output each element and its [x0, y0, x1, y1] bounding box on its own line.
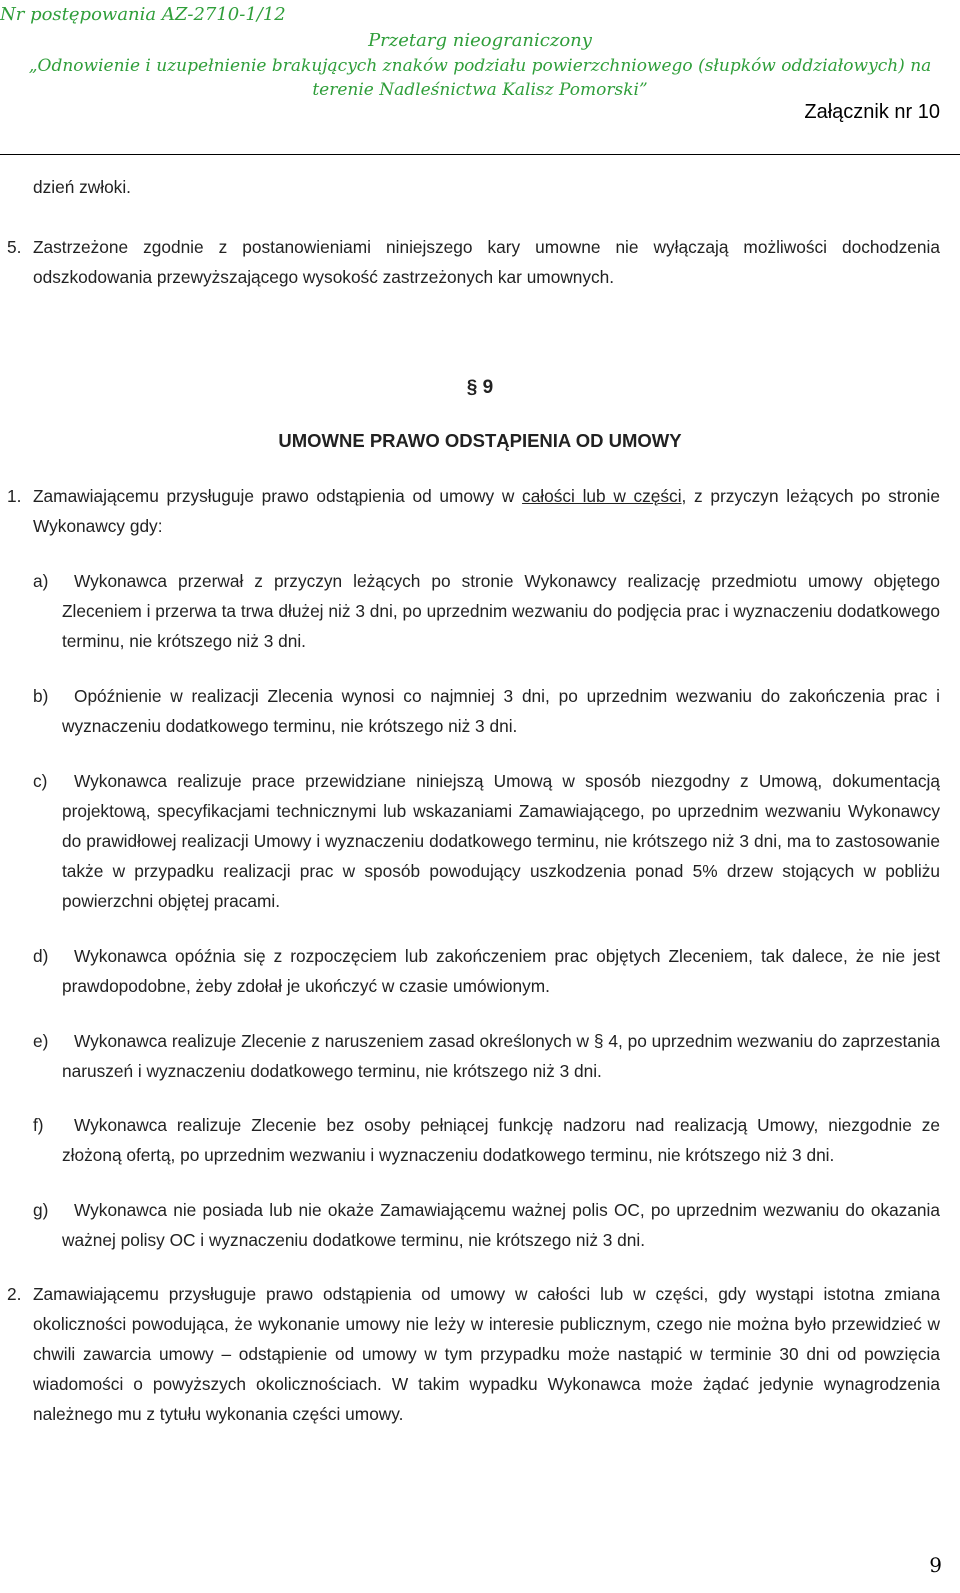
continuation-text: dzień zwłoki. — [33, 177, 131, 197]
case-number: Nr postępowania AZ-2710-1/12 — [0, 4, 286, 25]
item-letter-c: c) — [33, 771, 48, 791]
item-text-g: Wykonawca nie posiada lub nie okaże Zamawiającemu ważnej polis OC, po uprzednim wezwaniu do okazania ważnej polisy OC i wyznaczeniu dodatkowe terminu, nie krótszego niż 3 dni. — [62, 1200, 940, 1250]
clause-1-number: 1. — [7, 486, 22, 506]
clause-1-text-after: , z przyczyn leżących po stronie Wykonawcy gdy: — [33, 486, 940, 536]
item-5-text: Zastrzeżone zgodnie z postanowieniami niniejszego kary umowne nie wyłączają możliwości dochodzenia odszkodowania przewyższającego wysokość zastrzeżonych kar umownych. — [33, 237, 940, 287]
subject-line-2: terenie Nadleśnictwa Kalisz Pomorski” — [312, 80, 648, 100]
item-text-a: Wykonawca przerwał z przyczyn leżących po stronie Wykonawcy realizację przedmiotu umowy objętego Zleceniem i przerwa ta trwa dłużej niż 3 dni, po uprzednim wezwaniu do podjęcia prac i wyznaczeniu dodatkowego terminu, nie krótszego niż 3 dni. — [62, 571, 940, 651]
item-text-b: Opóźnienie w realizacji Zlecenia wynosi co najmniej 3 dni, po uprzednim wezwaniu do zakończenia prac i wyznaczeniu dodatkowego terminu, nie krótszego niż 3 dni. — [62, 686, 940, 736]
item-5-number: 5. — [7, 237, 22, 257]
item-text-f: Wykonawca realizuje Zlecenie bez osoby pełniącej funkcję nadzoru nad realizacją Umowy, niezgodnie ze złożoną ofertą, po uprzednim wezwaniu i wyznaczeniu dodatkowego terminu, nie krótszego niż 3 dni. — [62, 1115, 940, 1165]
item-text-c: Wykonawca realizuje prace przewidziane niniejszą Umową w sposób niezgodny z Umową, dokumentacją projektową, specyfikacjami technicznymi lub wskazaniami Zamawiającego, po uprzednim wezwaniu Wykonawcy do prawidłowej realizacji Umowy i wyznaczeniu dodatkowego terminu, nie krótszego niż 3 dni, ma to zastosowanie także w przypadku realizacji prac w sposób powodujący uszkodzenia ponad 5% drzew stojących w pobliżu powierzchni objętej pracami. — [62, 771, 940, 911]
item-letter-a: a) — [33, 571, 49, 591]
clause-1-text — [33, 481, 940, 541]
item-letter-d: d) — [33, 946, 49, 966]
clause-1-text-before: Zamawiającemu przysługuje prawo odstąpienia od umowy w — [33, 486, 523, 506]
page-header — [0, 0, 960, 158]
clause-2-number: 2. — [7, 1284, 22, 1304]
item-letter-g: g) — [33, 1200, 49, 1220]
item-text-e: Wykonawca realizuje Zlecenie z naruszeniem zasad określonych w § 4, po uprzednim wezwaniu do zaprzestania naruszeń i wyznaczeniu dodatkowego terminu, nie krótszego niż 3 dni. — [62, 1031, 940, 1081]
annex-label: Załącznik nr 10 — [804, 101, 940, 123]
item-letter-f: f) — [33, 1115, 44, 1135]
header-divider — [0, 154, 960, 155]
section-title: UMOWNE PRAWO ODSTĄPIENIA OD UMOWY — [278, 430, 682, 451]
clause-2-text: Zamawiającemu przysługuje prawo odstąpienia od umowy w całości lub w części, gdy wystąpi istotna zmiana okoliczności powodująca, że wykonanie umowy nie leży w interesie publicznym, czego nie można było przewidzieć w chwili zawarcia umowy – odstąpienie od umowy w tym przypadku może nastąpić w terminie 30 dni od powzięcia wiadomości o powyższych okolicznościach. W takim wypadku Wykonawca może żądać jedynie wynagrodzenia należnego mu z tytułu wykonania części umowy. — [33, 1284, 940, 1424]
tender-type: Przetarg nieograniczony — [368, 30, 592, 51]
item-text-d: Wykonawca opóźnia się z rozpoczęciem lub zakończeniem prac objętych Zleceniem, tak dalece, że nie jest prawdopodobne, żeby zdołał je ukończyć w czasie umówionym. — [62, 946, 940, 996]
subject-line-1: „Odnowienie i uzupełnienie brakujących znaków podziału powierzchniowego (słupków oddziałowych) na — [28, 56, 932, 76]
item-letter-b: b) — [33, 686, 49, 706]
page-number: 9 — [929, 1553, 942, 1577]
section-symbol: § 9 — [466, 377, 494, 398]
item-letter-e: e) — [33, 1031, 49, 1051]
clause-1-underlined: całości lub w części — [522, 486, 682, 506]
